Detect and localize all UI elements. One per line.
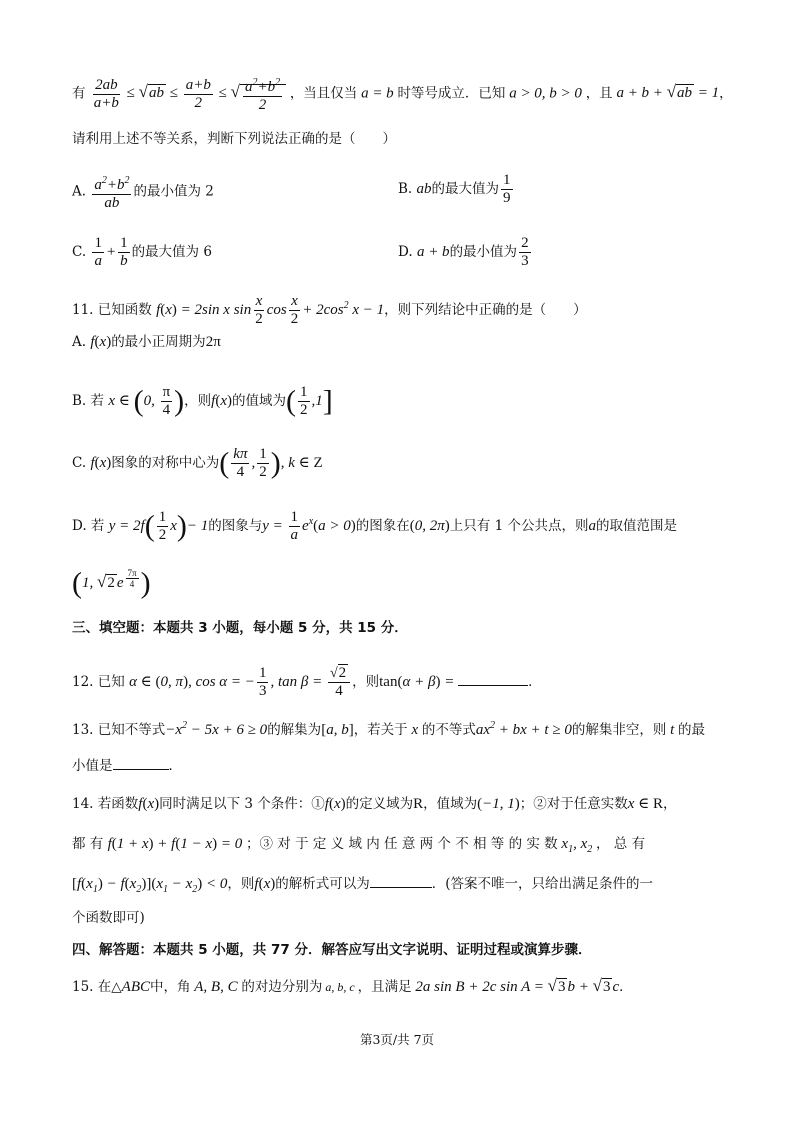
page-number: 第3页/共 7页 <box>359 1032 435 1047</box>
x1-x2: $x_1$, $x_2$ <box>557 836 593 855</box>
inequality-chain: $\frac{2ab}{a+b}$ ≤ √ab ≤ $\frac{a+b}{2}$ ≤ √ $\frac{a^2+b^2}{2}$ <box>90 85 290 101</box>
q14-text-5: ；②对于任意实数 <box>519 796 628 812</box>
q15 <box>72 976 633 997</box>
option-label: A. <box>72 183 87 200</box>
var-a: a <box>588 517 596 534</box>
q14-text-line2c: ， 总 有 <box>596 836 646 852</box>
expr-a: $\frac{a^2+b^2}{ab}$ <box>90 183 133 199</box>
q12-end: ． <box>528 673 542 690</box>
q13-text-5: 的解集非空，则 <box>571 722 667 738</box>
q11-option-d-answer <box>72 566 151 600</box>
q10-text-3: 时等号成立．已知 <box>397 85 506 102</box>
option-label: C. <box>72 454 87 471</box>
option-text-5: 的取值范围是 <box>595 517 677 534</box>
q15-text-2: 中，角 <box>150 979 191 995</box>
x-interval: x ∈ (0, $\frac{\pi}{4}$ ) <box>108 384 185 418</box>
q10-question: 请利用上述不等关系，判断下列说法正确的是（ ） <box>72 131 396 147</box>
q14-text-line2a: 都 有 <box>72 836 104 852</box>
option-text-2: 的图象与 <box>208 517 263 534</box>
triangle-abc: ABC <box>121 979 150 995</box>
range-a: (1, √2 e $^{\frac{7\pi}{4}}$ ) <box>72 566 151 600</box>
two-pi: 2π <box>205 334 221 350</box>
option-label: A. <box>72 334 87 350</box>
q13-text-4: 的不等式 <box>421 722 476 738</box>
fx: f(x) <box>90 454 112 471</box>
value-one-ninth: $\frac{1}{9}$ <box>503 172 511 206</box>
interval-0-2pi: (0, 2π) <box>409 517 450 534</box>
q14-line-3 <box>72 874 653 900</box>
expr-b: ab <box>416 180 432 197</box>
q14-text-line2b: ；③ 对 于 定 义 域 内 任 意 两 个 不 相 等 的 实 数 <box>246 836 558 852</box>
option-label: D. 若 <box>72 517 105 534</box>
q10-text-4: ，且 <box>585 85 613 102</box>
option-text: 图象的对称中心为 <box>111 454 220 471</box>
q10-text-2: ，当且仅当 <box>289 85 358 102</box>
set-r: R <box>413 796 424 812</box>
sides-abc: a, b, c <box>322 980 358 994</box>
q13-text-line2: 小值是 <box>72 758 113 774</box>
y-exp: y = $\frac{1}{a}$ $e^x(a > 0)$ <box>262 509 356 543</box>
option-text: 的最小值为 <box>449 243 518 260</box>
q13-end: ． <box>168 758 182 774</box>
q11-tail: ，则下列结论中正确的是（ ） <box>384 301 587 318</box>
q10-option-c[interactable] <box>72 235 212 270</box>
q10-option-d[interactable] <box>398 235 533 270</box>
section-4-heading <box>72 940 591 960</box>
q14-text-3: 的定义域为 <box>345 796 414 812</box>
q14-line-2 <box>72 834 645 860</box>
q14-text-line4: 个函数即可) <box>72 910 145 926</box>
q11-option-d[interactable] <box>72 509 677 544</box>
fx: f(x) <box>211 392 232 409</box>
y-transform: y = 2f( $\frac{1}{2}$ x)− 1 <box>108 509 209 543</box>
q15-text-3: 的对边分别为 <box>241 979 323 995</box>
option-text-3: 的图象在 <box>355 517 410 534</box>
option-label: B. <box>398 180 413 197</box>
fx: f(x) <box>324 796 346 812</box>
fx: f(x) <box>254 876 276 892</box>
option-text: 的最大值为 6 <box>131 243 212 260</box>
q11-function: f(x) = 2sin x sin $\frac{x}{2}$ cos $\frac{x}{2}$ + $2\cos^2$ x − 1 <box>156 293 385 327</box>
section-3-text: 三、填空题：本题共 3 小题，每小题 5 分，共 15 分． <box>72 620 408 636</box>
range-interval: (−1, 1) <box>477 796 520 812</box>
angles-abc: A, B, C <box>190 979 242 995</box>
option-label: C. <box>72 243 87 260</box>
q11-option-a[interactable] <box>72 332 221 352</box>
cond-sum: a + b + √ab = 1 <box>612 82 720 102</box>
section-4-text: 四、解答题：本题共 5 小题，共 77 分．解答应写出文字说明、证明过程或演算步骤． <box>72 942 592 958</box>
q11-option-b[interactable] <box>72 384 333 419</box>
q11-option-c[interactable] <box>72 446 323 481</box>
q14-monotone-condition: $[f(x_1) - f(x_2)](x_1 - x_2) < 0$ <box>72 876 228 895</box>
q12-number: 12. 已知 <box>72 673 125 690</box>
x-in-r: x ∈ R <box>627 796 664 812</box>
option-label: B. 若 <box>72 392 105 409</box>
fx: f(x) <box>90 334 112 350</box>
value-two-thirds: $\frac{2}{3}$ <box>521 235 529 269</box>
q12-text-2: ，则 <box>352 673 380 690</box>
q11-stem <box>72 293 587 328</box>
q14-text-2: 同时满足以下 3 个条件：① <box>159 796 325 812</box>
var-t: t <box>666 722 679 738</box>
q15-equation: 2a sin B + 2c sin A = √3 b + √3 c <box>411 976 620 995</box>
q14-text-4: ，值域为 <box>423 796 478 812</box>
q14-line-4 <box>72 908 145 928</box>
q14-odd-condition: f(1 + x) + f(1 − x) = 0 <box>107 836 246 852</box>
option-text: 的最小值为 2 <box>133 183 214 200</box>
page-footer <box>0 1030 794 1048</box>
range-interval: ( $\frac{1}{2}$ ,1] <box>286 384 333 418</box>
q15-end: ． <box>619 979 633 995</box>
cond-positive: a > 0, b > 0 <box>505 85 586 102</box>
q10-option-b[interactable] <box>398 172 515 207</box>
q13-answer-blank[interactable] <box>113 769 169 770</box>
q10-option-a[interactable] <box>72 172 214 212</box>
q13-line-1 <box>72 716 705 740</box>
q13-inequality-2: $ax^2$ + bx + t ≥ 0 <box>475 720 572 738</box>
option-text-2: ，则 <box>184 392 212 409</box>
q15-text-4: ，且满足 <box>357 979 412 995</box>
fx: f(x) <box>138 796 160 812</box>
q15-number: 15. 在△ <box>72 979 122 995</box>
q10-text-1: 有 <box>72 85 86 102</box>
var-x: x <box>407 722 422 738</box>
option-text: 的最小正周期为 <box>111 334 206 350</box>
q12-target: tan(α + β) = <box>379 673 459 690</box>
q13-line-2 <box>72 756 182 776</box>
q13-text-6: 的最 <box>678 722 706 738</box>
q14-text-line3c: ．(答案不唯一，只给出满足条件的一 <box>431 876 654 892</box>
q12-answer-blank[interactable] <box>458 685 528 686</box>
interval-ab: [a, b] <box>321 722 354 738</box>
q10-line-2 <box>72 129 396 149</box>
q14-text-6: ， <box>663 796 677 812</box>
expr-c: $\frac{1}{a}$ + $\frac{1}{b}$ <box>94 235 128 269</box>
q14-line-1 <box>72 794 677 814</box>
q13-text-3: ，若关于 <box>353 722 408 738</box>
q10-line-1: 有 $\frac{2ab}{a+b}$ ≤ √ab ≤ $\frac{a+b}{2}$ ≤ √ $\frac{a^2+b^2}{2}$ ，当且仅当 a = b 时等号成立．已知 a > 0, b > 0 ，且 a + b + √ab = 1， <box>72 74 733 114</box>
eq-a-b: a = b <box>357 85 398 102</box>
section-3-heading <box>72 618 408 638</box>
q13-inequality: $-x^2 - 5x + 6 \ge 0$ <box>165 720 268 738</box>
symmetry-center: ( $\frac{k\pi}{4}$ , $\frac{1}{2}$ ), k ∈ Z <box>219 446 323 480</box>
expr-d: a + b <box>416 243 450 260</box>
option-label: D. <box>398 243 413 260</box>
option-text-3: 的值域为 <box>232 392 286 409</box>
q12 <box>72 665 542 700</box>
option-text-4: 上只有 1 个公共点，则 <box>449 517 589 534</box>
q14-number: 14. 若函数 <box>72 796 139 812</box>
q14-text-line3a: ，则 <box>227 876 255 892</box>
option-text: 的最大值为 <box>431 180 500 197</box>
q14-answer-blank[interactable] <box>370 887 432 888</box>
q13-number: 13. 已知不等式 <box>72 722 166 738</box>
q11-number: 11. 已知函数 <box>72 301 152 318</box>
q14-text-line3b: 的解析式可以为 <box>275 876 370 892</box>
q12-conditions: α ∈ (0, π), cos α = − $\frac{1}{3}$ , tan β = $\frac{√2}{4}$ <box>129 674 352 690</box>
q13-text-2: 的解集为 <box>267 722 322 738</box>
